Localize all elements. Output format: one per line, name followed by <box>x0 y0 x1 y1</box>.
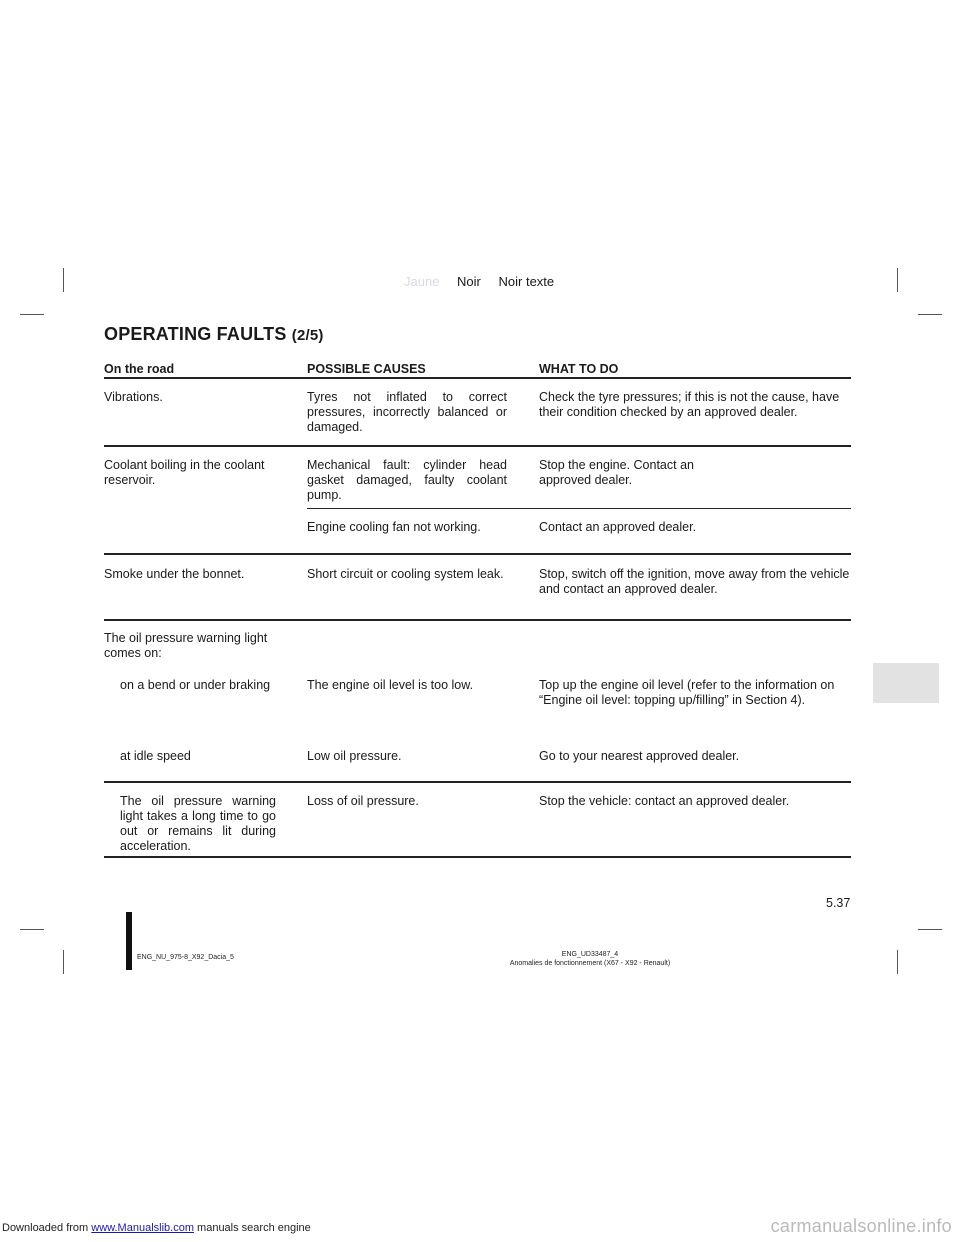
crop-mark <box>63 950 64 974</box>
margin-bar <box>126 912 132 970</box>
crop-mark <box>63 268 64 292</box>
crop-mark <box>20 314 44 315</box>
color-mark-noir-texte: Noir texte <box>498 274 555 289</box>
cause-oil-level: The engine oil level is too low. <box>307 678 474 692</box>
page-title-part: (2/5) <box>291 327 324 344</box>
row-rule <box>104 619 851 621</box>
symptom-vibrations: Vibrations. <box>104 390 163 404</box>
download-footer <box>2 1222 311 1234</box>
color-marks <box>404 274 568 289</box>
column-header-actions: WHAT TO DO <box>539 362 619 376</box>
manualslib-link[interactable]: www.Manualslib.com <box>91 1222 194 1234</box>
section-tab <box>873 663 939 703</box>
action-oil-level: Top up the engine oil level (refer to the information on “Engine oil level: topping up/filling” in Section 4). <box>539 678 835 707</box>
crop-mark <box>20 929 44 930</box>
crop-mark <box>897 268 898 292</box>
cause-oil-pressure-low: Low oil pressure. <box>307 749 402 763</box>
crop-mark <box>918 314 942 315</box>
color-mark-noir: Noir <box>457 274 481 289</box>
symptom-oil-bend: on a bend or under braking <box>120 678 271 692</box>
document-reference: ENG_NU_975-8_X92_Dacia_5 <box>137 954 234 961</box>
module-reference-title: Anomalies de fonctionnement (X67 - X92 - Renault) <box>509 960 671 967</box>
crop-mark <box>918 929 942 930</box>
sub-row-rule <box>104 781 851 783</box>
action-coolant-gasket: Stop the engine. Contact an approved dealer. <box>539 458 694 487</box>
page-title <box>104 324 324 345</box>
sub-row-rule <box>307 508 851 509</box>
symptom-oil-warning: The oil pressure warning light comes on: <box>104 631 268 660</box>
action-coolant-fan: Contact an approved dealer. <box>539 520 697 534</box>
column-header-causes: POSSIBLE CAUSES <box>307 362 426 376</box>
symptom-oil-lit: The oil pressure warning light takes a long time to go out or remains lit during acceleration. <box>120 794 276 853</box>
row-rule <box>104 445 851 447</box>
cause-vibrations: Tyres not inflated to correct pressures, incorrectly balanced or damaged. <box>307 390 507 434</box>
module-reference-code: ENG_UD33487_4 <box>561 951 619 958</box>
cause-coolant-fan: Engine cooling fan not working. <box>307 520 481 534</box>
action-oil-pressure-low: Go to your nearest approved dealer. <box>539 749 740 763</box>
footer-prefix: Downloaded from <box>2 1222 92 1234</box>
footer-suffix: manuals search engine <box>193 1222 311 1234</box>
color-mark-jaune: Jaune <box>404 274 440 289</box>
column-header-road: On the road <box>104 362 175 376</box>
symptom-oil-idle: at idle speed <box>120 749 191 763</box>
crop-mark <box>897 950 898 974</box>
page-number: 5.37 <box>826 896 851 910</box>
table-bottom-rule <box>104 856 851 858</box>
cause-coolant-gasket: Mechanical fault: cylinder head gasket damaged, faulty coolant pump. <box>307 458 507 502</box>
watermark: carmanualsonline.info <box>770 1216 952 1236</box>
action-smoke: Stop, switch off the ignition, move away from the vehicle and contact an approved dealer. <box>539 567 850 596</box>
cause-oil-pressure-loss: Loss of oil pressure. <box>307 794 419 808</box>
action-vibrations: Check the tyre pressures; if this is not the cause, have their condition checked by an approved dealer. <box>539 390 840 419</box>
page-title-main: OPERATING FAULTS <box>104 324 287 344</box>
action-oil-pressure-loss: Stop the vehicle: contact an approved dealer. <box>539 794 790 808</box>
header-rule <box>104 377 851 379</box>
symptom-smoke: Smoke under the bonnet. <box>104 567 245 581</box>
module-reference <box>480 950 700 968</box>
row-rule <box>104 553 851 555</box>
cause-smoke: Short circuit or cooling system leak. <box>307 567 504 581</box>
symptom-coolant: Coolant boiling in the coolant reservoir. <box>104 458 265 487</box>
